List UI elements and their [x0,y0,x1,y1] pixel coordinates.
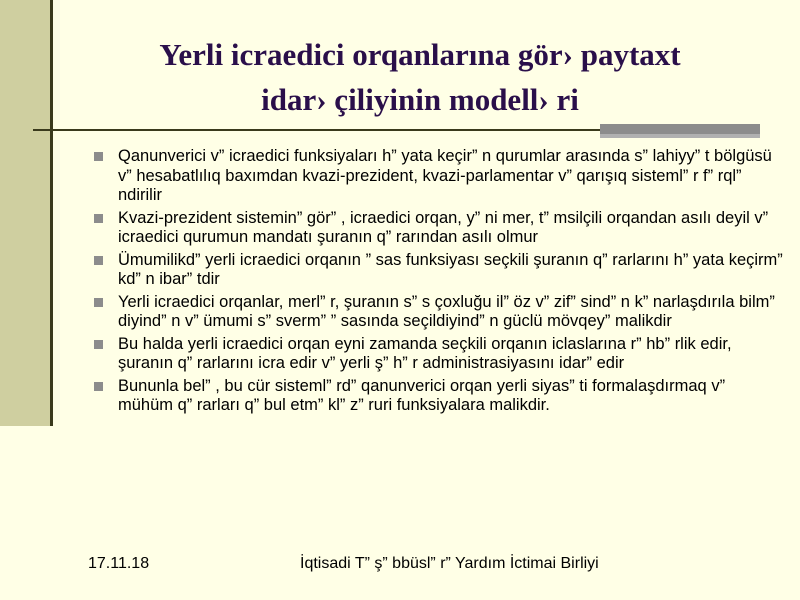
bullet-item [94,147,784,206]
decorative-sidebar [0,0,53,426]
slide-title [60,32,780,122]
bullet-item [94,377,784,416]
bullet-text: Kvazi-prezident sistemin” gör” , icraedici orqan, y” ni mer, t” msilçili orqandan asılı deyil v” icraedici qurumun mandatı şuranın q” rarından asılı olmur [118,208,769,246]
footer-date: 17.11.18 [88,555,150,572]
divider-accent-shadow [600,134,760,138]
divider-accent-block [600,124,760,134]
bullet-item [94,209,784,248]
bullet-item [94,251,784,290]
bullet-square-icon [94,340,103,349]
bullet-square-icon [94,382,103,391]
title-line-2: idar› çiliyinin modell› ri [261,82,579,117]
bullet-square-icon [94,152,103,161]
bullet-text: Bu halda yerli icraedici orqan eyni zamanda seçkili orqanın iclaslarına r” hb” rlik edir, şuranın q” rarlarını icra edir v” yerli ş” h” r administrasiyasını idar” edir [118,334,732,372]
bullet-square-icon [94,298,103,307]
bullet-item [94,293,784,332]
bullet-text: Qanunverici v” icraedici funksiyaları h” yata keçir” n qurumlar arasında s” lahiyy” t bölgüsü v” hesabatlılıq baxımdan kvazi-prezident, kvazi-parlamentar v” qarışıq sisteml” r f” rql” ndirilir [118,147,772,204]
bullet-text: Ümumilikd” yerli icraedici orqanın ” sas funksiyası seçkili şuranın q” rarlarını h” yata keçirm” kd” n ibar” tdir [118,250,783,288]
bullet-text: Bununla bel” , bu cür sisteml” rd” qanunverici orqan yerli siyas” ti formalaşdırmaq v” mühüm q” rarları q” bul etm” kl” z” ruri funksiyalara malikdir. [118,376,726,414]
title-line-1: Yerli icraedici orqanlarına gör› paytaxt [159,37,681,72]
bullet-item [94,335,784,374]
bullet-square-icon [94,256,103,265]
bullet-list [94,147,784,419]
bullet-square-icon [94,214,103,223]
bullet-text: Yerli icraedici orqanlar, merl” r, şuranın s” s çoxluğu il” öz v” zif” sind” n k” narlaşdırıla bilm” diyind” n v” ümumi s” sverm” ” sasında seçildiyind” n güclü mövqey” malikdir [118,292,775,330]
footer-organization: İqtisadi T” ş” bbüsl” r” Yardım İctimai Birliyi [300,555,599,572]
